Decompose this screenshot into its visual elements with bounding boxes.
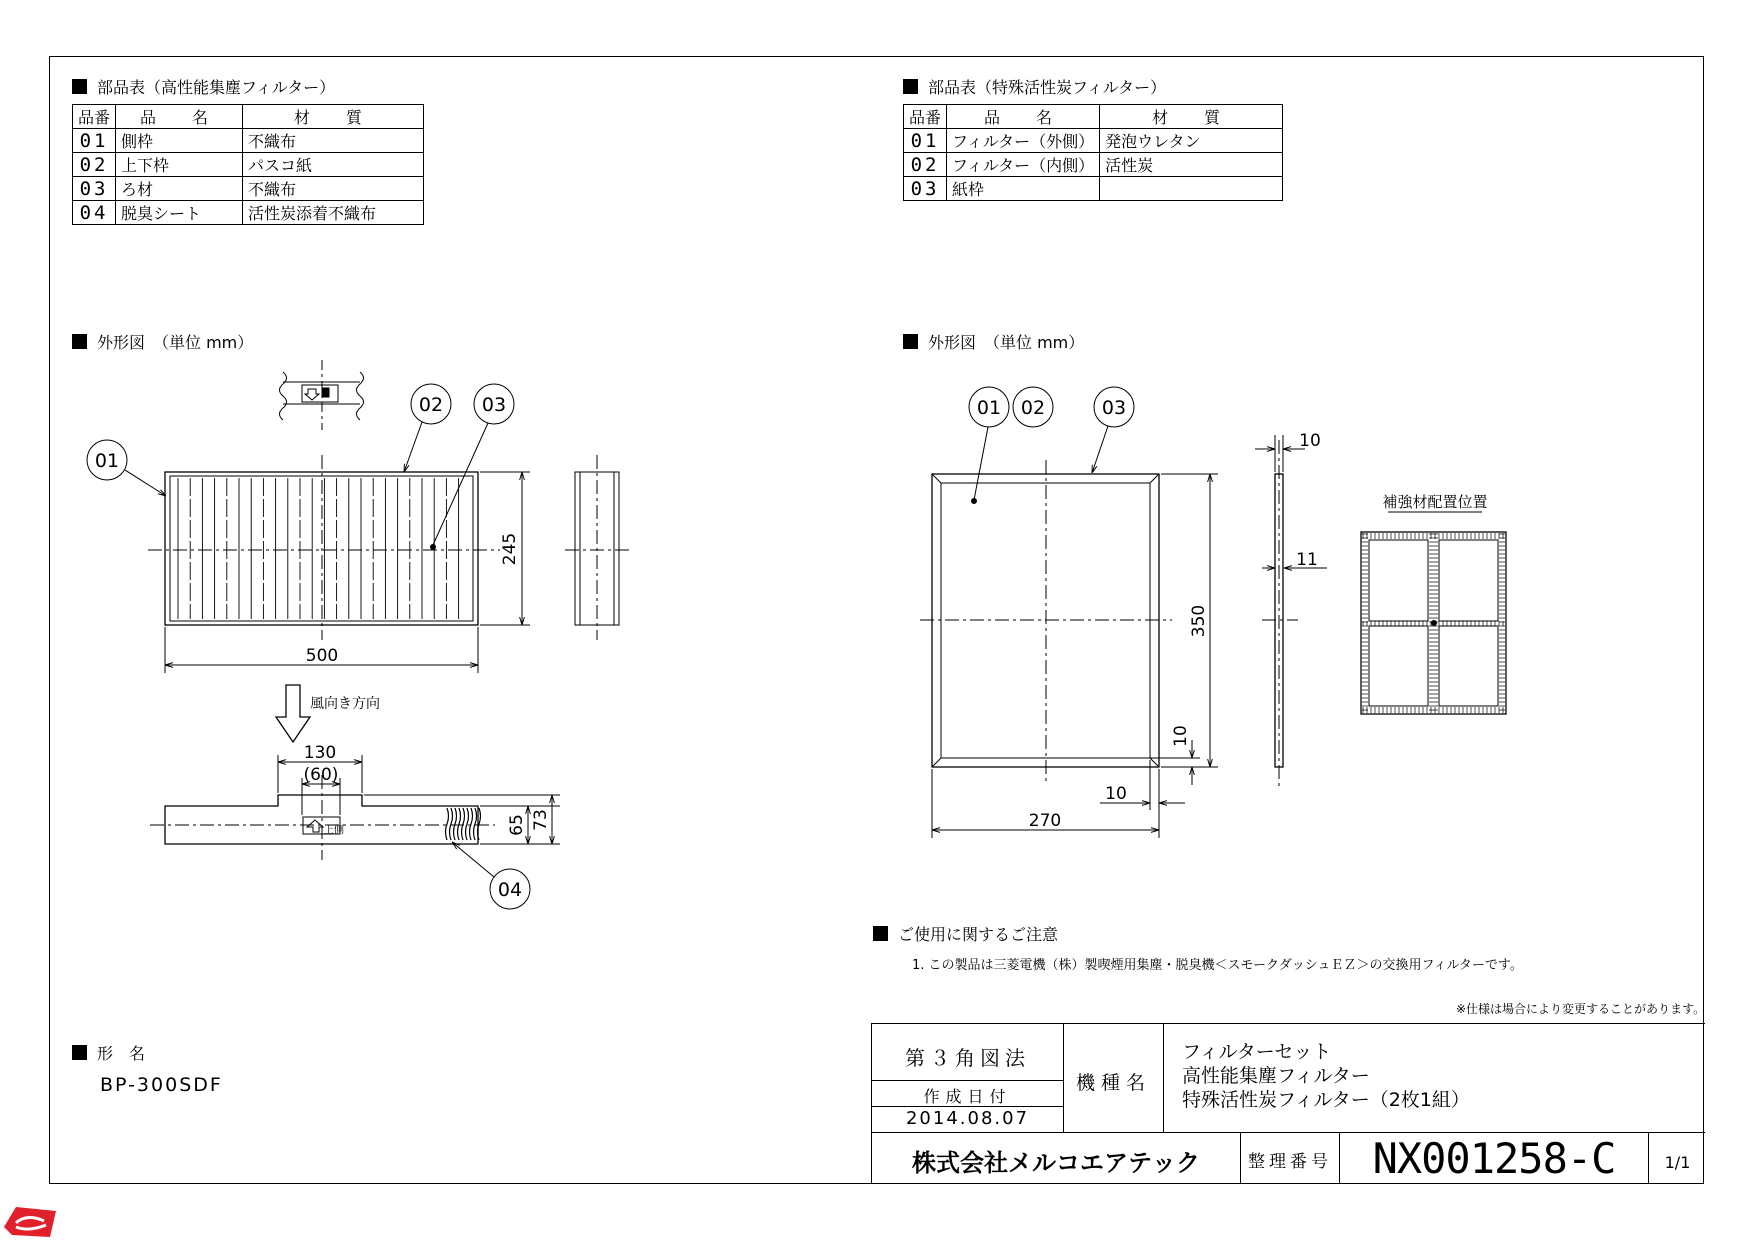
top-marker-view: [280, 360, 364, 430]
product-names: [1182, 1040, 1470, 1112]
parts-table-left-title: 部品表（高性能集塵フィルター）: [97, 78, 336, 97]
doc-no-label: 整理番号: [1248, 1152, 1332, 1172]
dim-73-label: 73: [531, 809, 551, 831]
header-part-no: 品番: [904, 105, 947, 129]
kind-label: 機種名: [1075, 1072, 1151, 1094]
part-material: 活性炭: [1100, 153, 1283, 177]
callout-02: 02: [418, 394, 444, 416]
part-material: 不織布: [243, 177, 424, 201]
header-part-no: 品番: [73, 105, 116, 129]
dim-65-label: 65: [507, 814, 527, 836]
header-material: 材 質: [1100, 105, 1283, 129]
dim-10-vertical-label: 10: [1171, 725, 1191, 747]
marker-up-label: 上側: [324, 825, 344, 836]
dim-height-label: 245: [500, 532, 520, 566]
part-no: 02: [73, 153, 116, 177]
bullet-square-icon: [873, 926, 888, 941]
airflow-label: 風向き方向: [310, 696, 380, 712]
hepa-bottom-view: [150, 755, 560, 860]
part-no: 03: [904, 177, 947, 201]
part-no: 03: [73, 177, 116, 201]
date-value: 2014.08.07: [905, 1108, 1030, 1129]
part-name: 脱臭シート: [116, 201, 243, 225]
part-no: 04: [73, 201, 116, 225]
reinforcement-layout: [1361, 512, 1506, 714]
model-number: BP-300SDF: [100, 1074, 223, 1096]
part-material: 発泡ウレタン: [1100, 129, 1283, 153]
deodorizing-sheet: [446, 808, 481, 840]
outline-right-title: 外形図 （単位 mm）: [928, 333, 1085, 352]
callout-04: 04: [497, 879, 523, 901]
product-line: 特殊活性炭フィルター（2枚1組）: [1182, 1089, 1470, 1111]
product-line: フィルターセット: [1182, 1041, 1332, 1063]
hepa-side-view: [565, 455, 632, 640]
model-title: 形 名: [97, 1044, 146, 1063]
part-no: 01: [904, 129, 947, 153]
filter-pleats: [178, 478, 459, 619]
bullet-square-icon: [72, 1045, 87, 1060]
callout-01: 01: [94, 450, 120, 472]
reinforce-label: 補強材配置位置: [1382, 493, 1488, 511]
part-material: 活性炭添着不織布: [243, 201, 424, 225]
part-no: 01: [73, 129, 116, 153]
date-label: 作成日付: [923, 1087, 1012, 1106]
dim-11-label: 11: [1296, 550, 1318, 570]
part-name: フィルター（内側）: [947, 153, 1100, 177]
doc-number: NX001258-C: [1372, 1134, 1616, 1183]
header-part-name: 品 名: [947, 105, 1100, 129]
dim-130-label: 130: [303, 743, 337, 763]
part-name: ろ材: [116, 177, 243, 201]
product-line: 高性能集塵フィルター: [1182, 1065, 1370, 1087]
projection-label: 第３角図法: [905, 1046, 1030, 1070]
model-heading: [72, 1041, 145, 1064]
part-no: 02: [904, 153, 947, 177]
part-material: 不織布: [243, 129, 424, 153]
part-name: フィルター（外側）: [947, 129, 1100, 153]
dim-10-horizontal-label: 10: [1105, 784, 1127, 804]
dim-10-side-label: 10: [1299, 431, 1321, 451]
hepa-front-view: [148, 455, 500, 640]
callout-03: 03: [481, 394, 507, 416]
header-material: 材 質: [243, 105, 424, 129]
outline-left-title: 外形図 （単位 mm）: [97, 333, 254, 352]
part-name: 側枠: [116, 129, 243, 153]
part-material: パスコ紙: [243, 153, 424, 177]
dim-width-label: 500: [305, 646, 339, 666]
dim-270-label: 270: [1028, 811, 1062, 831]
spec-disclaimer: ※仕様は場合により変更することがあります。: [1456, 1002, 1706, 1016]
company-name: 株式会社メルコエアテック: [912, 1149, 1200, 1177]
carbon-side-view: [1255, 435, 1327, 790]
sheet-number: 1/1: [1664, 1153, 1691, 1172]
dim-350-label: 350: [1189, 604, 1209, 638]
callout-02: 02: [1020, 397, 1046, 419]
notes-title: ご使用に関するご注意: [898, 925, 1059, 944]
parts-table-right-title: 部品表（特殊活性炭フィルター）: [928, 78, 1167, 97]
brand-logo-icon: [2, 1205, 58, 1239]
airflow-arrow-icon: [276, 685, 310, 742]
callout-01: 01: [976, 397, 1002, 419]
callout-03: 03: [1101, 397, 1127, 419]
part-name: 上下枠: [116, 153, 243, 177]
note-item-1: 1. この製品は三菱電機（株）製喫煙用集塵・脱臭機＜スモークダッシュＥＺ＞の交換用フィルターです。: [912, 958, 1523, 973]
part-name: 紙枠: [947, 177, 1100, 201]
dim-60-label: (60): [303, 765, 339, 785]
carbon-front-view: [920, 460, 1172, 782]
header-part-name: 品 名: [116, 105, 243, 129]
notes-heading: [873, 922, 1058, 945]
